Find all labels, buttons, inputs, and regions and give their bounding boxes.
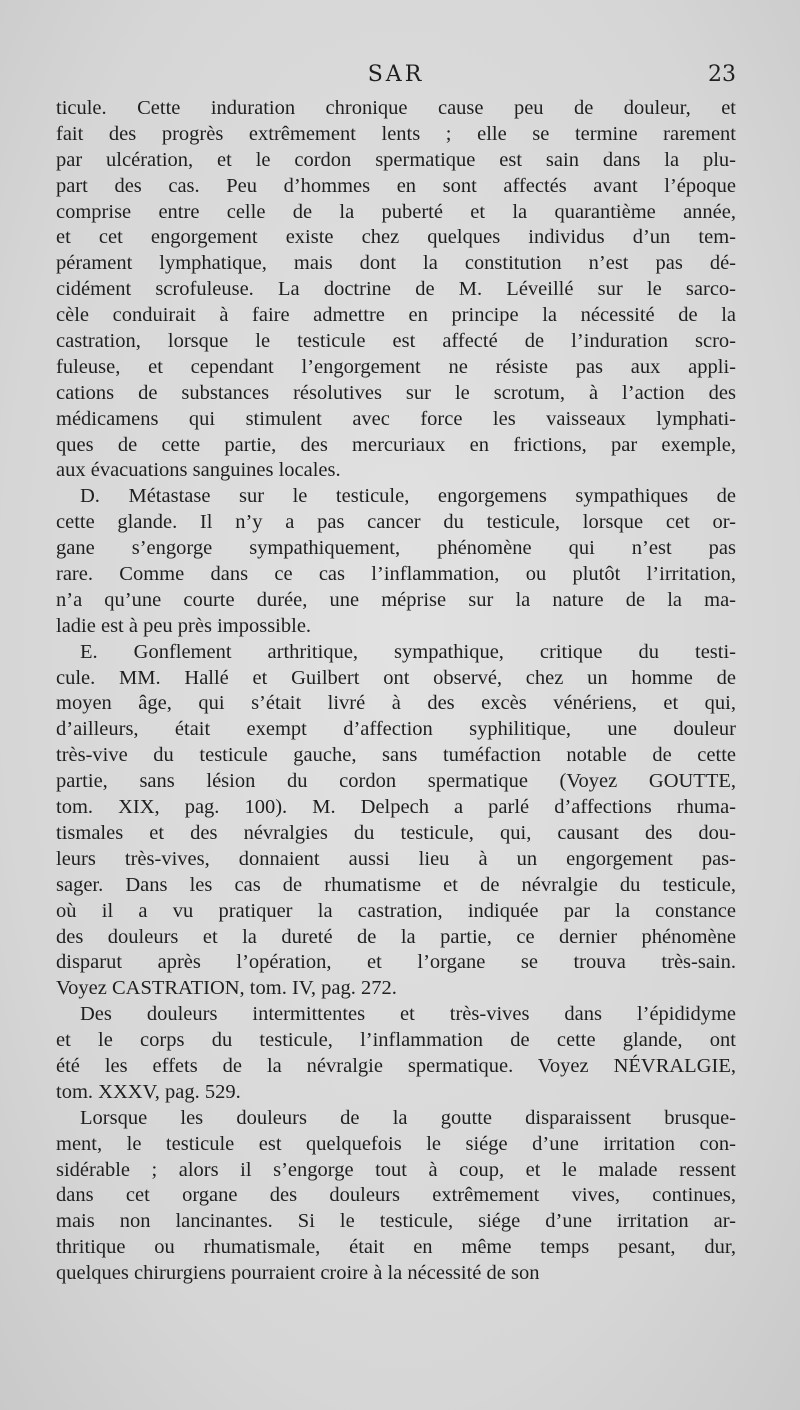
text-line: gane s’engorge sympathiquement, phénomène qui n’est pas [56, 537, 736, 560]
text-line: d’ailleurs, était exempt d’affection syphilitique, une douleur [56, 718, 736, 741]
text-line: cations de substances résolutives sur le scrotum, à l’action des [56, 381, 736, 404]
text-line: où il a vu pratiquer la castration, indiquée par la constance [56, 899, 736, 922]
text-line: et cet engorgement existe chez quelques individus d’un tem- [56, 226, 736, 249]
text-line: part des cas. Peu d’hommes en sont affectés avant l’époque [56, 174, 736, 197]
text-line: ques de cette partie, des mercuriaux en frictions, par exemple, [56, 433, 736, 456]
text-line: fuleuse, et cependant l’engorgement ne résiste pas aux appli- [56, 355, 736, 378]
text-line: quelques chirurgiens pourraient croire à la nécessité de son [56, 1262, 540, 1285]
paragraph [56, 1106, 736, 1287]
text-line: été les effets de la névralgie spermatique. Voyez NÉVRALGIE, [56, 1054, 736, 1077]
text-line: cidément scrofuleuse. La doctrine de M. Léveillé sur le sarco- [56, 278, 736, 301]
text-line: ticule. Cette induration chronique cause peu de douleur, et [56, 97, 736, 119]
paragraph [56, 484, 736, 639]
text-line: leurs très-vives, donnaient aussi lieu à un engorgement pas- [56, 847, 736, 870]
text-line: sager. Dans les cas de rhumatisme et de névralgie du testicule, [56, 873, 736, 896]
text-line: n’a qu’une courte durée, une méprise sur la nature de la ma- [56, 588, 736, 611]
text-line: comprise entre celle de la puberté et la quarantième année, [56, 200, 736, 223]
body-text [56, 96, 736, 1287]
text-line: pérament lymphatique, mais dont la constitution n’est pas dé- [56, 252, 736, 275]
text-line: des douleurs et la dureté de la partie, ce dernier phénomène [56, 925, 736, 948]
text-line: cette glande. Il n’y a pas cancer du testicule, lorsque cet or- [56, 511, 736, 534]
paragraph [56, 640, 736, 1002]
text-line: tom. XIX, pag. 100). M. Delpech a parlé d’affections rhuma- [56, 796, 736, 819]
text-line: très-vive du testicule gauche, sans tuméfaction notable de cette [56, 744, 736, 767]
text-line: disparut après l’opération, et l’organe se trouva très-sain. [56, 951, 736, 974]
text-line: ment, le testicule est quelquefois le siége d’une irritation con- [56, 1132, 736, 1155]
text-line: Lorsque les douleurs de la goutte disparaissent brusque- [80, 1106, 736, 1129]
text-line: castration, lorsque le testicule est affecté de l’induration scro- [56, 330, 736, 353]
text-line: moyen âge, qui s’était livré à des excès vénériens, et qui, [56, 692, 736, 715]
text-line: tismales et des névralgies du testicule, qui, causant des dou- [56, 821, 736, 844]
text-line: et le corps du testicule, l’inflammation de cette glande, ont [56, 1029, 736, 1052]
text-line: cule. MM. Hallé et Guilbert ont observé, chez un homme de [56, 666, 736, 689]
text-line: Voyez CASTRATION, tom. IV, pag. 272. [56, 977, 397, 1000]
text-line: par ulcération, et le cordon spermatique est sain dans la plu- [56, 148, 736, 171]
text-line: Des douleurs intermittentes et très-vives dans l’épididyme [80, 1003, 736, 1026]
paragraph [56, 1002, 736, 1106]
page-number: 23 [708, 62, 736, 87]
text-line: tom. XXXV, pag. 529. [56, 1080, 241, 1103]
text-line: rare. Comme dans ce cas l’inflammation, ou plutôt l’irritation, [56, 563, 736, 586]
text-line: fait des progrès extrêmement lents ; elle se termine rarement [56, 122, 736, 145]
text-line: D. Métastase sur le testicule, engorgemens sympathiques de [80, 485, 736, 508]
page-header [56, 62, 736, 94]
text-line: ladie est à peu près impossible. [56, 614, 312, 637]
text-line: cèle conduirait à faire admettre en principe la nécessité de la [56, 304, 736, 327]
text-line: médicamens qui stimulent avec force les vaisseaux lymphati- [56, 407, 736, 430]
text-line: partie, sans lésion du cordon spermatique (Voyez GOUTTE, [56, 770, 736, 793]
text-line: E. Gonflement arthritique, sympathique, critique du testi- [80, 640, 736, 663]
text-line: dans cet organe des douleurs extrêmement vives, continues, [56, 1184, 736, 1207]
text-line: thritique ou rhumatismale, était en même temps pesant, dur, [56, 1236, 736, 1259]
running-head: SAR [367, 62, 425, 87]
text-line: sidérable ; alors il s’engorge tout à coup, et le malade ressent [56, 1158, 736, 1181]
paragraph [56, 96, 736, 484]
text-line: mais non lancinantes. Si le testicule, siége d’une irritation ar- [56, 1210, 736, 1233]
text-line: aux évacuations sanguines locales. [56, 459, 341, 482]
